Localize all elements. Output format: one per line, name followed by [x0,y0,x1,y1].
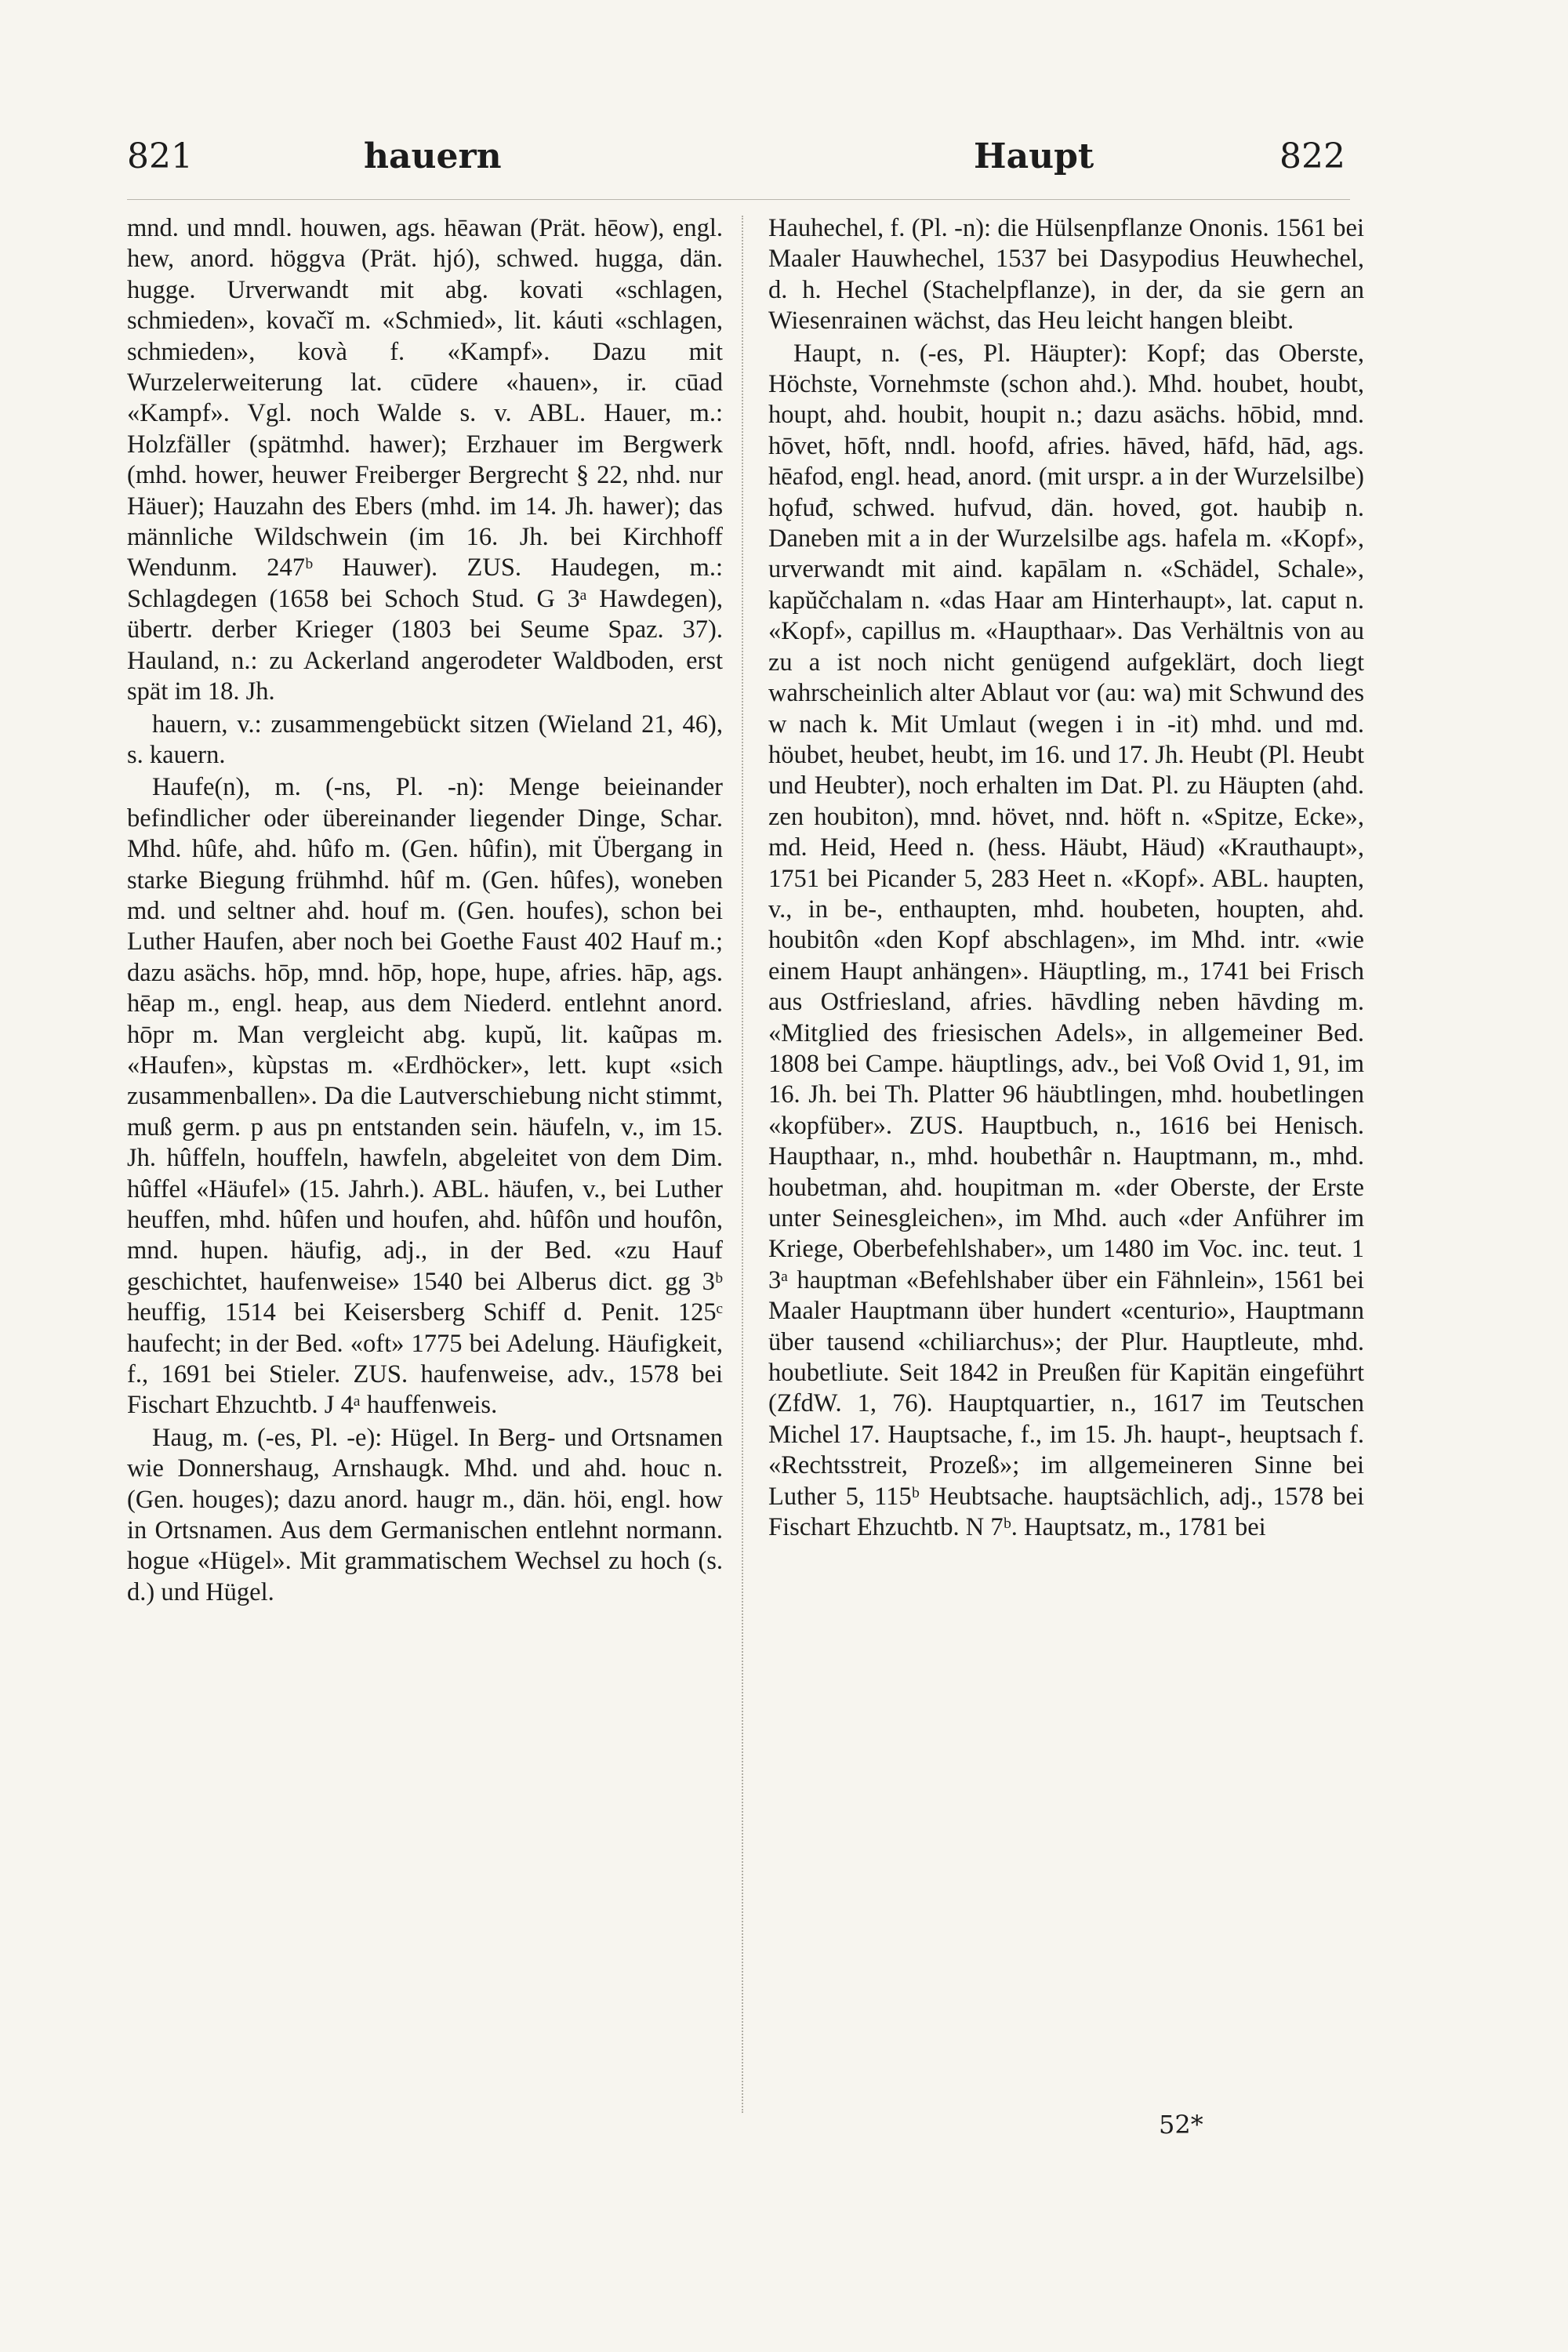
right-column [768,213,1364,1543]
column-divider [742,216,743,2113]
header-rule [127,199,1350,200]
page-number-right: 822 [1279,136,1345,176]
page-number-left: 821 [127,136,193,176]
left-column [127,213,723,1608]
signature-mark: 52* [1159,2110,1203,2140]
guide-word-left: hauern [364,136,502,176]
guide-word-right: Haupt [974,136,1094,176]
running-header [127,133,1350,188]
entry-haupt: Haupt, n. (-es, Pl. Häupter): Kopf; das Oberste, Höchste, Vornehmste (schon ahd.). Mhd. houbet, houbt, houpt, ahd. houbit, houpit n.; dazu asächs. hōbid, mnd. hōvet, hōft, nndl. hoofd, afries. hāved, hāfd, hād, ags. hēafod, engl. head, anord. (mit urspr. a in der Wurzelsilbe) hǫfuđ, schwed. hufvud, dän. hoved, got. haubiþ n. Daneben mit a in der Wurzelsilbe ags. hafela m. «Kopf», urverwandt mit aind. kapālam n. «Schädel, Schale», kapŭčchalam n. «das Haar am Hinterhaupt», lat. caput n. «Kopf», capillus m. «Haupthaar». Das Verhältnis von au zu a ist noch nicht genügend aufgeklärt, doch liegt wahrscheinlich alter Ablaut vor (au: wa) mit Schwund des w nach k. Mit Umlaut (wegen i in -it) mhd. und md. höubet, heubet, heubt, im 16. und 17. Jh. Heubt (Pl. Heubt und Heubter), noch erhalten im Dat. Pl. zu Häupten (ahd. zen houbiton), mnd. hövet, nnd. höft n. «Spitze, Ecke», md. Heid, Heed n. (hess. Häubt, Häud) «Krauthaupt», 1751 bei Picander 5, 283 Heet n. «Kopf». ABL. haupten, v., in be-, enthaupten, mhd. houbeten, houpten, ahd. houbitôn «den Kopf abschlagen», im Mhd. intr. «wie einem Haupt anhängen». Häuptling, m., 1741 bei Frisch aus Ostfriesland, afries. hāvdling neben hāvding m. «Mitglied des friesischen Adels», in allgemeiner Bed. 1808 bei Campe. häuptlings, adv., bei Voß Ovid 1, 91, im 16. Jh. bei Th. Platter 96 häubtlingen, mhd. houbetlingen «kopfüber». ZUS. Hauptbuch, n., 1616 bei Henisch. Haupthaar, n., mhd. houbethâr n. Hauptmann, m., mhd. houbetman, ahd. houpitman m. «der Oberste, der Erste unter Seinesgleichen», im Mhd. auch «der Anführer im Kriege, Oberbefehlshaber», um 1480 im Voc. inc. teut. 1 3ᵃ hauptman «Befehlshaber über ein Fähnlein», 1561 bei Maaler Hauptmann über hundert «centurio», Hauptmann über tausend «chiliarchus»; der Plur. Hauptleute, mhd. houbetliute. Seit 1842 in Preußen für Kapitän eingeführt (ZfdW. 1, 76). Hauptquartier, n., 1617 im Teutschen Michel 17. Hauptsache, f., im 15. Jh. haupt-, heuptsach f. «Rechtsstreit, Prozeß»; im allgemeineren Sinne bei Luther 5, 115ᵇ Heubtsache. hauptsächlich, adj., 1578 bei Fischart Ehzuchtb. N 7ᵇ. Hauptsatz, m., 1781 bei [768,339,1364,1542]
entry-hauhechel: Hauhechel, f. (Pl. -n): die Hülsenpflanze Ononis. 1561 bei Maaler Hauwhechel, 1537 bei Dasypodius Heuwhechel, d. h. Hechel (Stachelpflanze), in der, da sie gern an Wiesenrainen wächst, das Heu leicht hangen bleibt. [768,214,1364,336]
entry-haug: Haug, m. (-es, Pl. -e): Hügel. In Berg- und Ortsnamen wie Donnershaug, Arnshaugk. Mhd. und ahd. houc n. (Gen. houges); dazu anord. haugr m., dän. höi, engl. how in Ortsnamen. Aus dem Germanischen entlehnt normann. hogue «Hügel». Mit grammatischem Wechsel zu hoch (s. d.) und Hügel. [127,1423,723,1606]
entry-hauern: hauern, v.: zusammengebückt sitzen (Wieland 21, 46), s. kauern. [127,710,723,769]
entry-haufen: Haufe(n), m. (-ns, Pl. -n): Menge beieinander befindlicher oder übereinander liegender Dinge, Schar. Mhd. hûfe, ahd. hûfo m. (Gen. hûfin), mit Übergang in starke Biegung frühmhd. hûf m. (Gen. hûfes), woneben md. und seltner ahd. houf m. (Gen. houfes), schon bei Luther Haufen, aber noch bei Goethe Faust 402 Hauf m.; dazu asächs. hōp, mnd. hōp, hope, hupe, afries. hāp, ags. hēap m., engl. heap, aus dem Niederd. entlehnt anord. hōpr m. Man vergleicht abg. kupŭ, lit. kaũpas m. «Haufen», kùpstas m. «Erdhöcker», lett. kupt «sich zusammenballen». Da die Lautverschiebung nicht stimmt, muß germ. p aus pn entstanden sein. häufeln, v., im 15. Jh. hûffeln, houffeln, hawfeln, abgeleitet von dem Dim. hûffel «Häufel» (15. Jahrh.). ABL. häufen, v., bei Luther heuffen, mhd. hûfen und houfen, ahd. hûfôn und houfôn, mnd. hupen. häufig, adj., in der Bed. «zu Hauf geschichtet, haufenweise» 1540 bei Alberus dict. gg 3ᵇ heuffig, 1514 bei Keisersberg Schiff d. Penit. 125ᶜ haufecht; in der Bed. «oft» 1775 bei Adelung. Häufigkeit, f., 1691 bei Stieler. ZUS. haufenweise, adv., 1578 bei Fischart Ehzuchtb. J 4ᵃ hauffenweis. [127,773,723,1420]
entry-hauen-continued: mnd. und mndl. houwen, ags. hēawan (Prät. hēow), engl. hew, anord. höggva (Prät. hjó), schwed. hugga, dän. hugge. Urverwandt mit abg. kovati «schlagen, schmieden», kovačĭ m. «Schmied», lit. káuti «schlagen, schmieden», kovà f. «Kampf». Dazu mit Wurzelerweiterung lat. cūdere «hauen», ir. cūad «Kampf». Vgl. noch Walde s. v. ABL. Hauer, m.: Holzfäller (spätmhd. hawer); Erzhauer im Bergwerk (mhd. hower, heuwer Freiberger Bergrecht § 22, nhd. nur Häuer); Hauzahn des Ebers (mhd. im 14. Jh. hawer); das männliche Wildschwein (im 16. Jh. bei Kirchhoff Wendunm. 247ᵇ Hauwer). ZUS. Haudegen, m.: Schlagdegen (1658 bei Schoch Stud. G 3ᵃ Hawdegen), übertr. derber Krieger (1803 bei Seume Spaz. 37). Hauland, n.: zu Ackerland angerodeter Waldboden, erst spät im 18. Jh. [127,214,723,706]
